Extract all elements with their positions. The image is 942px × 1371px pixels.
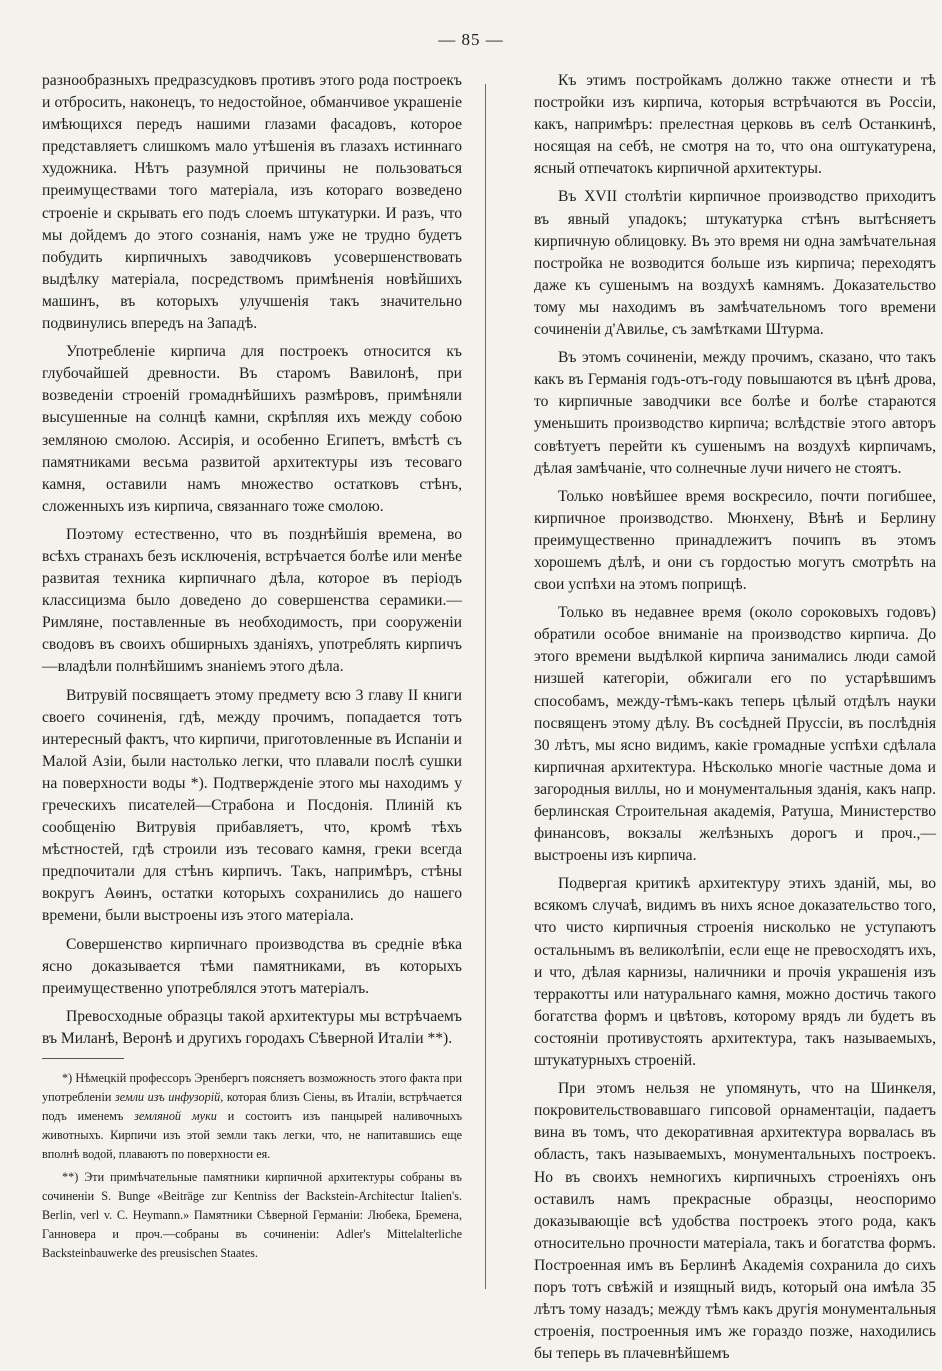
footnote-emphasis: земли изъ инфузорій, (114, 1090, 224, 1105)
paragraph: Къ этимъ постройкамъ должно также отнести и тѣ постройки изъ кирпича, которыя встрѣчаются въ Россіи, какъ, напримѣръ: прелестная церковь въ селѣ Останкинѣ, носящая на себѣ, не смотря на то, что она оштукатурена, ясный отпечатокъ кирпичной архитектуры. (534, 72, 936, 178)
paragraph: Совершенство кирпичнаго производства въ средніе вѣка ясно доказывается тѣми памятниками, въ которыхъ преимущественно употреблялся этотъ матеріалъ. (42, 935, 462, 997)
footnote-text: *) Нѣмецкій профессоръ Эренбергъ поясняетъ возможность этого факта при употребленіи (42, 1071, 462, 1105)
paragraph: Подвергая критикѣ архитектуру этихъ зданій, мы, во всякомъ случаѣ, видимъ въ нихъ ясное доказательство того, что чисто кирпичныя строенія нисколько не уступаютъ остальнымъ въ великолѣпіи, если еще не превосходятъ ихъ, и что, дѣлая карнизы, наличники и прочія украшенія изъ терракотты или натуральнаго камня, можно достичь такого богатства формъ и цвѣтовъ, которому врядъ ли будетъ въ состояніи противустоять архитектура, такъ называемыхъ, штукатурныхъ строеній. (534, 875, 936, 1070)
paragraph: Употребленіе кирпича для построекъ относится къ глубочайшей древности. Въ старомъ Вавилонѣ, при возведеніи строеній громаднѣйшихъ размѣровъ, примѣняли высушенные на солнцѣ камни, скрѣпляя ихъ между собою земляною смолою. Ассирія, и особенно Египетъ, вмѣстѣ съ памятниками весьма развитой архитектуры изъ тесоваго камня, оставили намъ множество остатковъ стѣнъ, сложенныхъ изъ кирпича, связаннаго тоже смолою. (42, 343, 462, 515)
paragraph: При этомъ нельзя не упомянуть, что на Шинкеля, покровительствовавшаго гипсовой орнаментаціи, падаетъ вина въ томъ, что декоративная архитектура ворвалась въ область, такъ называемыхъ, монументальныхъ построекъ. Но въ своихъ немногихъ кирпичныхъ строеніяхъ онъ оставилъ намъ прекрасные образцы, неоспоримо доказывающіе всѣ удобства построекъ этого рода, какъ относительно прочности матеріала, такъ и богатства формъ. Построенная имъ въ Берлинѣ Академія сохранила до сихъ поръ тотъ свѣжій и изящный видъ, который она имѣла 35 лѣтъ тому назадъ; между тѣмъ какъ другія монументальныя строенія, построенныя имъ же гораздо позже, находились бы теперь въ плачевнѣйшемъ (534, 1080, 936, 1363)
footnote-divider (42, 1058, 124, 1059)
footnote-text: которая близъ Сіены, въ Италіи, встрѣчается подъ именемъ (42, 1090, 462, 1124)
page-number: — 85 — (438, 30, 504, 49)
footnote (42, 1069, 462, 1164)
right-column (534, 70, 936, 1371)
footnote: **) Эти примѣчательные памятники кирпичной архитектуры собраны въ сочиненіи S. Bunge «Beiträge zur Kentniss der Backstein-Architectur Italien's. Berlin, verl v. C. Heymann.» Памятники Сѣверной Германіи: Любека, Бремена, Ганновера и проч.—собраны въ сочиненіи: Adler's Mittelalterliche Backsteinbauwerke des preusischen Staates. (42, 1170, 462, 1261)
footnote-text: и состоитъ изъ панцырей наливочныхъ животныхъ. Кирпичи изъ этой земли такъ легки, что, не напитавшись еще вполнѣ водой, плаваютъ по поверхности ея. (42, 1109, 462, 1162)
paragraph: Въ этомъ сочиненіи, между прочимъ, сказано, что такъ какъ въ Германія годъ-отъ-году повышаются въ цѣнѣ дрова, то кирпичные заводчики все болѣе и болѣе стараются уменьшить производство кирпича; вслѣдствіе этого авторъ совѣтуетъ перейти къ сушенымъ на воздухѣ кирпичамъ, дѣлая замѣчаніе, что солнечные лучи ничего не стоятъ. (534, 349, 936, 477)
left-column (42, 70, 462, 1267)
paragraph: Въ XVII столѣтіи кирпичное производство приходитъ въ явный упадокъ; штукатурка стѣнъ вытѣсняетъ кирпичную облицовку. Въ это время ни одна замѣчательная постройка не возводится больше изъ кирпича; переходятъ даже къ сушенымъ на воздухѣ камнямъ. Доказательство тому мы находимъ въ замѣчательномъ того времени сочиненіи д'Авильe, съ замѣтками Штурма. (534, 188, 936, 339)
paragraph: Превосходные образцы такой архитектуры мы встрѣчаемъ въ Миланѣ, Веронѣ и другихъ городахъ Сѣверной Италіи **). (42, 1007, 462, 1047)
paragraph: Только новѣйшее время воскресило, почти погибшее, кирпичное производство. Мюнхену, Вѣнѣ и Берлину преимущественно принадлежитъ почипъ въ этомъ хорошемъ дѣлѣ, и они съ гордостью могутъ смотрѣть на свои успѣхи на этомъ поприщѣ. (534, 487, 936, 594)
paragraph: разнообразныхъ предразсудковъ противъ этого рода построекъ и отбросить, наконецъ, то недостойное, обманчивое украшеніе имѣющихся передъ нашими глазами фасадовъ, которое представляетъ слишкомъ мало утѣшенія въ глазахъ истиннаго художника. Нѣтъ разумной причины не пользоваться преимуществами того матеріала, изъ котораго возведено строеніе и скрывать его подъ слоемъ штукатурки. И разъ, что мы дойдемъ до этого сознанія, намъ уже не трудно будетъ побудить кирпичныхъ заводчиковъ усовершенствовать выдѣлку матеріала, посредствомъ примѣненія новѣйшихъ машинъ, въ которыхъ улучшенія такъ значительно подвинулись впередъ на Западѣ. (42, 72, 462, 333)
paragraph: Поэтому естественно, что въ позднѣйшія времена, во всѣхъ странахъ безъ исключенія, встрѣчается болѣе или менѣе развитая техника кирпичнаго дѣла, которое въ періодъ классицизма было доведено до совершенства серамики.—Римляне, поставленные въ необходимость, при сооруженіи сводовъ въ своихъ обширныхъ зданіяхъ, употреблять кирпичъ—владѣли полнѣйшимъ знаніемъ этого дѣла. (42, 525, 462, 676)
column-divider (485, 84, 486, 1289)
paragraph: Витрувій посвящаетъ этому предмету всю 3 главу II книги своего сочиненія, гдѣ, между прочимъ, попадается тотъ интересный фактъ, что кирпичи, приготовленные въ Испаніи и Малой Азіи, были настолько легки, что плавали послѣ сушки на поверхности воды *). Подтвержденіе этого мы находимъ у греческихъ писателей—Страбона и Посдонія. Плиній къ сообщенію Витрувія прибавляетъ, что, кромѣ тѣхъ мѣстностей, гдѣ строили изъ тесоваго камня, греки всегда предпочитали для стѣнъ кирпичъ. Такъ, напримѣръ, стѣны вокругъ Аѳинъ, остатки которыхъ сохранились до нашего времени, были выстроены изъ этого матеріала. (42, 686, 462, 925)
paragraph: Только въ недавнее время (около сороковыхъ годовъ) обратили особое вниманіе на производство кирпича. До этого времени выдѣлкой кирпича занимались люди самой низшей категоріи, обжигали его по устарѣвшимъ способамъ, между-тѣмъ-какъ теперь цѣлый отдѣлъ науки посвященъ этому дѣлу. Въ сосѣдней Пруссіи, въ послѣднія 30 лѣтъ, мы ясно видимъ, какіе громадные успѣхи сдѣлала кирпичная архитектура. Нѣсколько многіе частные дома и загородныя виллы, но и монументальныя зданія, какъ напр. берлинская Строительная академія, Ратуша, Министерство финансовъ, вокзалы желѣзныхъ дорогъ и проч.,— выстроены изъ кирпича. (534, 604, 936, 865)
footnote-emphasis: земляной муки (134, 1109, 217, 1124)
